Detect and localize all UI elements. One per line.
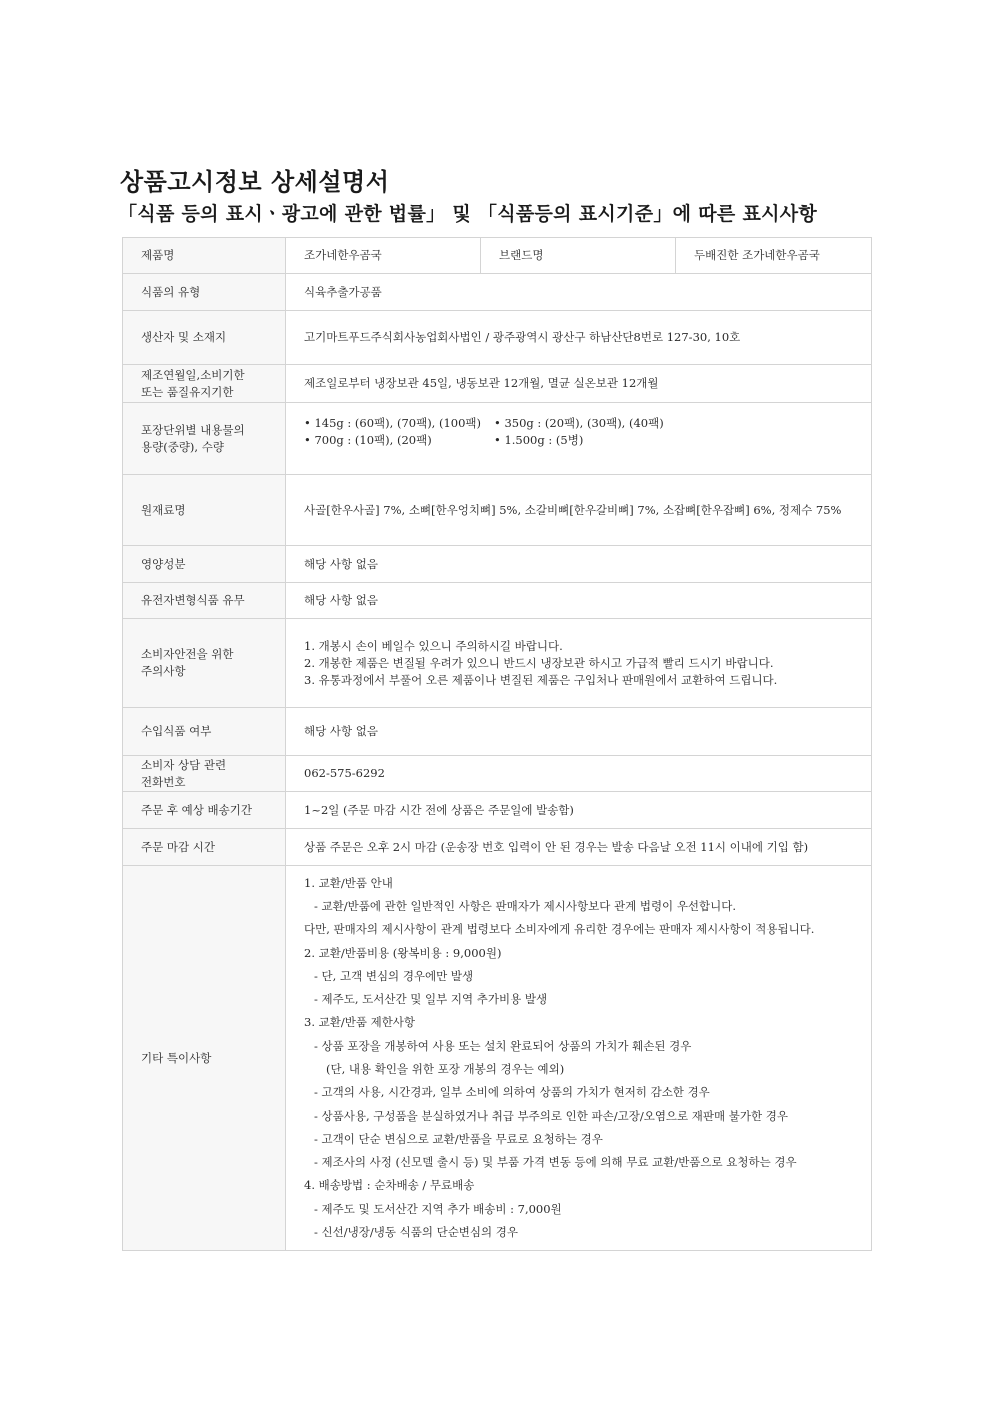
etc-line: 4. 배송방법 : 순차배송 / 무료배송 (304, 1178, 475, 1193)
nutrition-value: 해당 사항 없음 (286, 546, 872, 583)
etc-line: - 고객이 단순 변심으로 교환/반품을 무료로 요청하는 경우 (314, 1131, 603, 1146)
etc-line: - 교환/반품에 관한 일반적인 사항은 판매자가 제시사항보다 관계 법령이 우선합니다. (314, 898, 737, 913)
shipping-label: 주문 후 예상 배송기간 (123, 792, 286, 829)
cutoff-value: 상품 주문은 오후 2시 마감 (운송장 번호 입력이 안 된 경우는 발송 다음날 오전 11시 이내에 기입 함) (286, 829, 872, 866)
date-label-line: 제조연월일,소비기한 (141, 367, 245, 382)
table-row (123, 756, 872, 792)
page-subtitle: 「식품 등의 표시ㆍ광고에 관한 법률」 및 「식품등의 표시기준」에 따른 표시사항 (118, 203, 818, 225)
product-info-table (122, 237, 872, 1251)
etc-line: - 상품사용, 구성품을 분실하였거나 취급 부주의로 인한 파손/고장/오염으로 재판매 불가한 경우 (314, 1108, 788, 1123)
capacity-label-line: 포장단위별 내용물의 (141, 422, 245, 437)
ingredients-value: 사골[한우사골] 7%, 소뼈[한우엉치뼈] 5%, 소갈비뼈[한우갈비뼈] 7%, 소잡뼈[한우잡뼈] 6%, 정제수 75% (286, 475, 872, 546)
nutrition-label: 영양성분 (123, 546, 286, 583)
table-row (123, 583, 872, 619)
safety-label-line: 주의사항 (141, 664, 186, 678)
etc-line: - 신선/냉장/냉동 식품의 단순변심의 경우 (314, 1225, 518, 1240)
etc-line: - 제주도, 도서산간 및 일부 지역 추가비용 발생 (314, 992, 548, 1007)
etc-line: 다만, 판매자의 제시사항이 관계 법령보다 소비자에게 유리한 경우에는 판매자 제시사항이 적용됩니다. (304, 922, 815, 937)
page-title: 상품고시정보 상세설명서 (120, 167, 390, 196)
phone-value: 062-575-6292 (286, 756, 872, 792)
table-row (123, 238, 872, 274)
table-row (123, 365, 872, 403)
date-value: 제조일로부터 냉장보관 45일, 냉동보관 12개월, 멸균 실온보관 12개월 (286, 365, 872, 403)
product-name-label: 제품명 (123, 238, 286, 274)
capacity-option: • 350g : (20팩), (30팩), (40팩) (494, 416, 664, 430)
cutoff-label: 주문 마감 시간 (123, 829, 286, 866)
etc-line: 3. 교환/반품 제한사항 (304, 1015, 416, 1030)
brand-value: 두배진한 조가네한우곰국 (676, 238, 872, 274)
etc-line: - 제주도 및 도서산간 지역 추가 배송비 : 7,000원 (314, 1201, 562, 1216)
table-row (123, 866, 872, 1251)
food-type-value: 식육추출가공품 (286, 274, 872, 311)
safety-value (286, 619, 872, 708)
safety-line: 2. 개봉한 제품은 변질될 우려가 있으니 반드시 냉장보관 하시고 가급적 빨리 드시기 바랍니다. (304, 655, 774, 670)
etc-line: - 제조사의 사정 (신모델 출시 등) 및 부품 가격 변동 등에 의해 무료 교환/반품으로 요청하는 경우 (314, 1155, 797, 1170)
capacity-value (286, 403, 872, 475)
gmo-label: 유전자변형식품 유무 (123, 583, 286, 619)
capacity-label-line: 용량(중량), 수량 (141, 439, 224, 454)
producer-value: 고기마트푸드주식회사농업회사법인 / 광주광역시 광산구 하남산단8번로 127-30, 10호 (286, 311, 872, 365)
capacity-option: • 700g : (10팩), (20팩) (304, 433, 432, 447)
import-value: 해당 사항 없음 (286, 708, 872, 756)
food-type-label: 식품의 유형 (123, 274, 286, 311)
producer-label: 생산자 및 소재지 (123, 311, 286, 365)
date-label (123, 365, 286, 403)
etc-line: - 고객의 사용, 시간경과, 일부 소비에 의하여 상품의 가치가 현저히 감소한 경우 (314, 1085, 710, 1100)
table-row (123, 619, 872, 708)
etc-line: (단, 내용 확인을 위한 포장 개봉의 경우는 예외) (326, 1062, 565, 1076)
safety-line: 3. 유통과정에서 부풀어 오른 제품이나 변질된 제품은 구입처나 판매원에서 교환하여 드립니다. (304, 672, 778, 687)
table-row (123, 475, 872, 546)
table-row (123, 311, 872, 365)
capacity-option: • 145g : (60팩), (70팩), (100팩) (304, 416, 482, 430)
capacity-options-row (304, 415, 871, 432)
table-row (123, 708, 872, 756)
safety-label-line: 소비자안전을 위한 (141, 647, 234, 661)
capacity-options-row (304, 432, 871, 449)
etc-label: 기타 특이사항 (123, 866, 286, 1251)
table-row (123, 792, 872, 829)
shipping-value: 1~2일 (주문 마감 시간 전에 상품은 주문일에 발송함) (286, 792, 872, 829)
safety-line: 1. 개봉시 손이 베일수 있으니 주의하시길 바랍니다. (304, 638, 563, 653)
import-label: 수입식품 여부 (123, 708, 286, 756)
brand-label: 브랜드명 (481, 238, 676, 274)
etc-line: 1. 교환/반품 안내 (304, 875, 393, 890)
etc-value (286, 866, 872, 1251)
ingredients-label: 원재료명 (123, 475, 286, 546)
table-row (123, 403, 872, 475)
table-row (123, 274, 872, 311)
capacity-label (123, 403, 286, 475)
phone-label (123, 756, 286, 792)
gmo-value: 해당 사항 없음 (286, 583, 872, 619)
safety-label (123, 619, 286, 708)
etc-line: 2. 교환/반품비용 (왕복비용 : 9,000원) (304, 945, 502, 960)
table-row (123, 546, 872, 583)
phone-label-line: 소비자 상담 관련 (141, 757, 227, 772)
capacity-option: • 1.500g : (5병) (494, 433, 584, 447)
etc-line: - 단, 고객 변심의 경우에만 발생 (314, 968, 474, 983)
etc-line: - 상품 포장을 개봉하여 사용 또는 설치 완료되어 상품의 가치가 훼손된 경우 (314, 1038, 692, 1053)
date-label-line: 또는 품질유지기한 (141, 384, 234, 399)
phone-label-line: 전화번호 (141, 774, 186, 789)
table-row (123, 829, 872, 866)
product-name-value: 조가네한우곰국 (286, 238, 481, 274)
